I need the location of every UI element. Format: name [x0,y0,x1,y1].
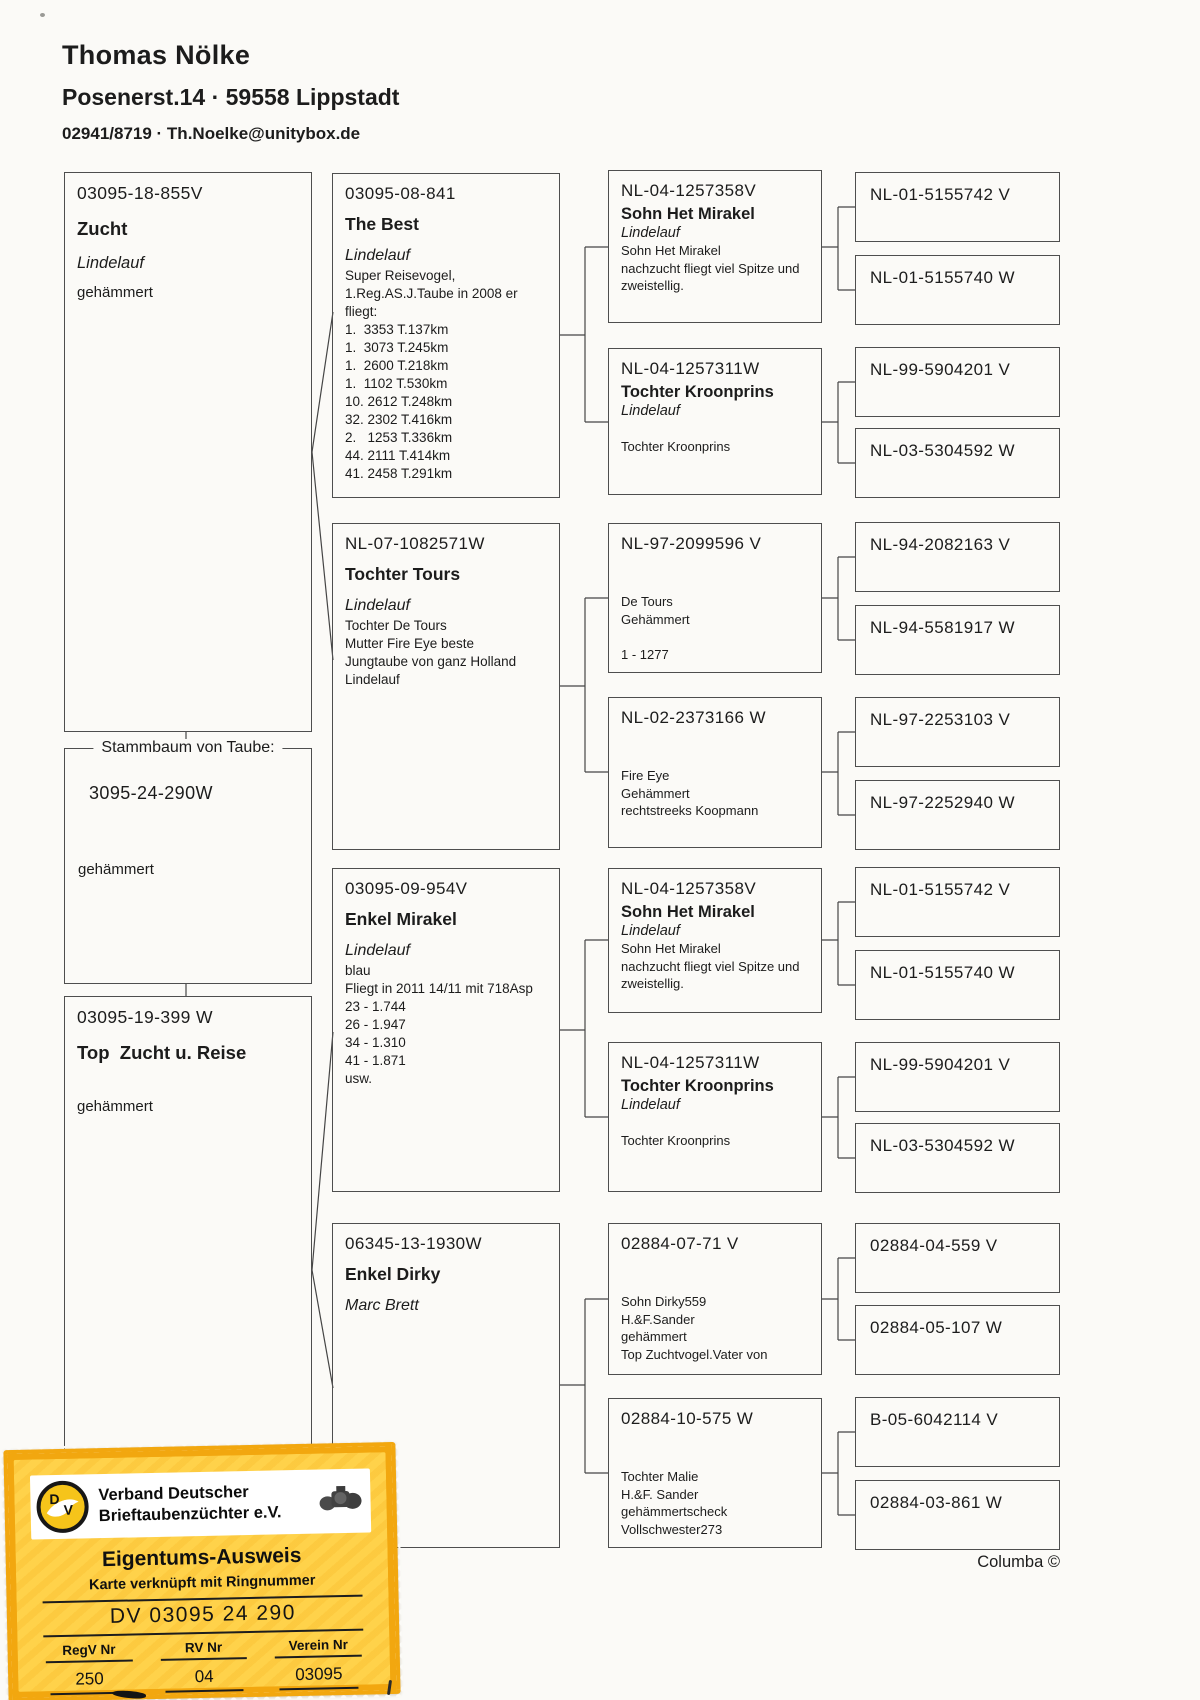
gen4-box-9 [855,867,1060,937]
card-header-band [30,1468,371,1539]
pigeon-notes: Tochter Kroonprins [621,1132,731,1148]
ring-number: 02884-10-575 W [621,1409,754,1428]
gen2-box-1 [332,173,560,498]
gen4-box-12 [855,1123,1060,1193]
ring-number: 02884-04-559 V [870,1236,998,1255]
ring-number: 03095-08-841 [345,184,456,203]
ring-number: 02884-05-107 W [870,1318,1003,1337]
card-inner-panel [14,1452,391,1692]
gen4-box-16 [855,1480,1060,1550]
gen4-box-4 [855,428,1060,498]
ring-number: NL-04-1257311W [621,1053,760,1072]
card-subtitle: Karte verknüpft mit Ringnummer [88,1572,316,1594]
pigeon-notes: blau Fliegt in 2011 14/11 mit 718Asp 23 - 1.744 26 - 1.947 34 - 1.310 41 - 1.871 usw. [345,963,533,1086]
breeder-address: Posenerst.14 · 59558 Lippstadt [62,84,400,110]
ring-number: B-05-6042114 V [870,1410,999,1429]
ring-number: 03095-19-399 W [77,1007,213,1027]
pigeon-name: Enkel Mirakel [345,909,457,929]
pigeon-name: Tochter Kroonprins [621,1077,774,1095]
pigeon-notes: gehämmert [77,284,153,301]
field-underline [46,1659,133,1663]
gen3-box-5 [608,868,822,1013]
pigeon-notes: Fire Eye Gehämmert rechtstreeks Koopmann [621,768,759,818]
ring-number: NL-99-5904201 V [870,360,1011,379]
pigeon-notes: Super Reisevogel, 1.Reg.AS.J.Taube in 2008 er fliegt: 1. 3353 T.137km 1. 3073 T.245km 1. 2600 T.218km 1. 1102 T.530km 10. 2612 T.248km 32. 2302 T.416km 2. 1253 T.336km 44. 2111 T.414km 41. 2458 T.291km [345,268,518,481]
gen4-box-8 [855,780,1060,850]
ring-number: 02884-03-861 W [870,1493,1003,1512]
card-field-value: 250 [75,1669,104,1689]
gen2-box-3 [332,868,560,1192]
strain-name: Lindelauf [621,923,680,939]
ring-number: 02884-07-71 V [621,1234,739,1253]
ownership-card [3,1442,400,1700]
field-underline [165,1689,244,1693]
card-org-name [98,1482,282,1527]
card-org-line1: Verband Deutscher [98,1483,249,1505]
pigeon-notes: De Tours Gehämmert 1 - 1277 [621,594,690,662]
card-field-rv [146,1639,262,1693]
card-field-value: 04 [194,1666,214,1687]
ring-number: NL-03-5304592 W [870,441,1015,460]
pigeon-notes: gehämmert [77,1098,153,1115]
ring-number: NL-03-5304592 W [870,1136,1015,1155]
strain-name: Lindelauf [621,225,680,241]
strain-name: Marc Brett [345,1297,419,1314]
gen4-box-2 [855,255,1060,325]
subject-color: gehämmert [78,861,154,878]
gen4-box-7 [855,697,1060,767]
ring-number: NL-94-2082163 V [870,535,1011,554]
pigeon-notes: Tochter De Tours Mutter Fire Eye beste Jungtaube von ganz Holland Lindelauf [345,618,517,687]
card-field-label: RV Nr [184,1639,223,1656]
gen2-box-2 [332,523,560,850]
ring-number: NL-04-1257358V [621,181,757,200]
breeder-name: Thomas Nölke [62,40,251,70]
ring-number: NL-97-2099596 V [621,534,762,553]
gen3-box-6 [608,1042,822,1192]
gen4-box-13 [855,1223,1060,1293]
breeder-contact: 02941/8719 · Th.Noelke@unitybox.de [62,124,361,143]
subject-ring-number: 3095-24-290W [89,783,213,803]
card-field-columns [31,1636,376,1695]
pigeon-name: The Best [345,214,419,234]
strain-name: Lindelauf [621,403,680,419]
card-field-value: 03095 [295,1664,343,1685]
gen4-box-15 [855,1397,1060,1467]
strain-name: Lindelauf [621,1097,680,1113]
gen4-box-5 [855,522,1060,592]
card-org-line2: Brieftaubenzüchter e.V. [98,1503,282,1526]
pigeon-name: Top Zucht u. Reise [77,1042,247,1063]
ring-number: 03095-18-855V [77,183,203,203]
subject-legend: Stammbaum von Taube: [93,739,282,757]
ring-number: NL-97-2253103 V [870,710,1011,729]
gen3-box-3 [608,523,822,673]
ring-number: 03095-09-954V [345,879,468,898]
pigeon-name: Enkel Dirky [345,1264,441,1284]
gen4-box-14 [855,1305,1060,1375]
ring-number: NL-99-5904201 V [870,1055,1011,1074]
ring-number: NL-01-5155742 V [870,880,1011,899]
ring-number: NL-04-1257358V [621,879,757,898]
field-underline [275,1655,362,1659]
pigeon-notes: Tochter Kroonprins [621,438,731,454]
pigeon-name: Sohn Het Mirakel [621,903,755,921]
card-field-label: RegV Nr [62,1641,116,1658]
gen1-sire-box [64,172,312,732]
ring-number: NL-02-2373166 W [621,708,766,727]
ring-number: NL-01-5155740 W [870,963,1015,982]
gen3-box-8 [608,1398,822,1548]
pigeon-notes: Sohn Het Mirakel nachzucht fliegt viel Spitze und zweistellig. [621,243,800,293]
strain-name: Lindelauf [77,254,144,272]
ring-number: NL-01-5155742 V [870,185,1011,204]
gen4-box-10 [855,950,1060,1020]
gen4-box-6 [855,605,1060,675]
strain-name: Lindelauf [345,597,410,614]
pigeon-name: Tochter Tours [345,564,461,584]
subject-frame [64,739,312,984]
gen3-box-2 [608,348,822,495]
crest-stamp-icon [318,1484,363,1519]
pigeon-name: Zucht [77,218,128,239]
ring-number: NL-07-1082571W [345,534,485,553]
strain-name: Lindelauf [345,247,410,264]
gen3-box-1 [608,170,822,323]
card-field-regv [31,1641,147,1695]
logo-letter-d: D [49,1490,60,1508]
verband-logo-icon [36,1480,89,1533]
logo-letter-v: V [63,1501,74,1518]
card-ring-number: DV 03095 24 290 [109,1601,297,1628]
card-rule [43,1629,363,1638]
pigeon-notes: Tochter Malie H.&F. Sander gehämmertscheck Vollschwester273 [621,1469,728,1537]
gen3-box-4 [608,697,822,848]
pigeon-notes: Sohn Het Mirakel nachzucht fliegt viel Spitze und zweistellig. [621,941,800,991]
gen4-box-1 [855,172,1060,242]
field-underline [160,1657,247,1661]
ring-number: NL-04-1257311W [621,359,760,378]
card-field-label: Verein Nr [288,1636,349,1654]
field-underline [280,1687,359,1691]
gen4-box-3 [855,347,1060,417]
ring-number: NL-94-5581917 W [870,618,1015,637]
card-field-verein [261,1636,377,1690]
pigeon-notes: Sohn Dirky559 H.&F.Sander gehämmert Top Zuchtvogel.Vater von [621,1294,768,1362]
ring-number: NL-01-5155740 W [870,268,1015,287]
columba-credit: Columba © [977,1553,1060,1571]
pigeon-name: Tochter Kroonprins [621,383,774,401]
strain-name: Lindelauf [345,942,410,959]
card-title: Eigentums-Ausweis [101,1543,302,1572]
pigeon-name: Sohn Het Mirakel [621,205,755,223]
gen3-box-7 [608,1223,822,1375]
gen4-box-11 [855,1042,1060,1112]
ring-number: NL-97-2252940 W [870,793,1015,812]
ring-number: 06345-13-1930W [345,1234,482,1253]
